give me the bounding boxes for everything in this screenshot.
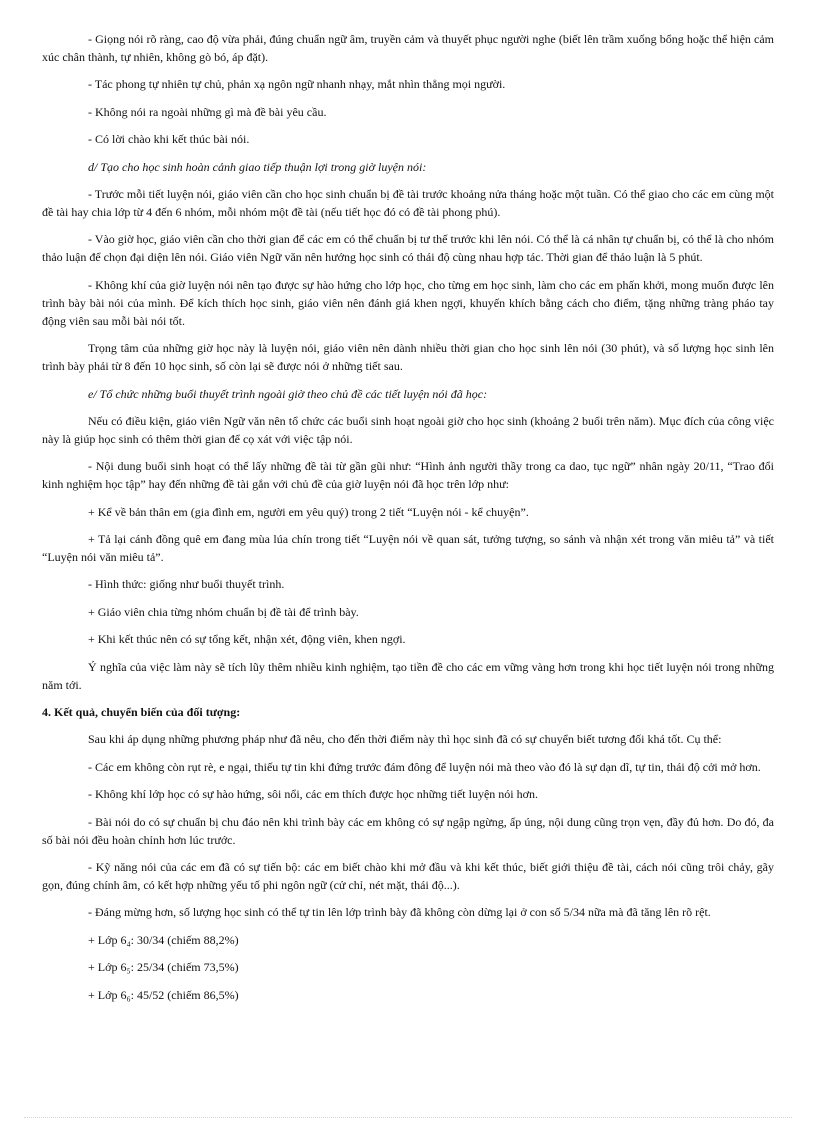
paragraph: + Kể về bản thân em (gia đình em, người em yêu quý) trong 2 tiết “Luyện nói - kể chuyện”. [88,504,529,519]
page-bottom-divider [24,1117,792,1118]
document-page [42,30,774,1013]
paragraph: - Đáng mừng hơn, số lượng học sinh có thể tự tin lên lớp trình bày đã không còn dừng lại ở con số 5/34 nữa mà đã tăng lên rõ rệt. [88,905,711,920]
paragraph: Trọng tâm của những giờ học này là luyện nói, giáo viên nên dành nhiều thời gian cho học sinh lên nói (30 phút), và số lượng học sinh lên trình bày phải từ 8 đến 10 học sinh, số còn lại sẽ được nói ở những tiết sau. [42,341,774,374]
paragraph: - Không nói ra ngoài những gì mà đề bài yêu cầu. [88,104,327,119]
paragraph: - Giọng nói rõ ràng, cao độ vừa phải, đúng chuẩn ngữ âm, truyền cảm và thuyết phục người nghe (biết lên trầm xuống bổng hoặc thể hiện cảm xúc chân thành, tự nhiên, không gò bó, áp đặt). [42,32,774,64]
paragraph: - Nội dung buổi sinh hoạt có thể lấy những đề tài từ gần gũi như: “Hình ảnh người thầy trong ca dao, tục ngữ” nhân ngày 20/11, “Trao đổi kinh nghiệm học tập” hay đến những đề tài gắn với chủ đề của giờ luyện nói đã học trên lớp như: [42,459,774,492]
paragraph: - Bài nói do có sự chuẩn bị chu đáo nên khi trình bày các em không có sự ngập ngừng, ấp úng, nội dung cũng trọn vẹn, đầy đủ hơn. Do đó, đa số bài nói đều hoàn chỉnh hơn lúc trước. [42,814,774,847]
list-item: + Lớp 6₄: 30/34 (chiếm 88,2%) [88,932,239,947]
paragraph: - Tác phong tự nhiên tự chủ, phản xạ ngôn ngữ nhanh nhạy, mắt nhìn thẳng mọi người. [88,77,506,92]
paragraph: Sau khi áp dụng những phương pháp như đã nêu, cho đến thời điểm này thì học sinh đã có sự chuyển biết tương đối khá tốt. Cụ thể: [88,732,722,747]
paragraph: - Hình thức: giống như buổi thuyết trình. [88,577,285,592]
paragraph: + Tả lại cánh đồng quê em đang mùa lúa chín trong tiết “Luyện nói về quan sát, tưởng tượng, so sánh và nhận xét trong văn miêu tả” và tiết “Luyện nói văn miêu tả”. [42,532,774,565]
paragraph: - Các em không còn rụt rè, e ngại, thiếu tự tin khi đứng trước đám đông để luyện nói mà theo vào đó là sự dạn dĩ, tự tin, thái độ cởi mở hơn. [88,759,761,774]
section-heading: 4. Kết quả, chuyển biến của đối tượng: [42,705,241,720]
paragraph: - Trước mỗi tiết luyện nói, giáo viên cần cho học sinh chuẩn bị đề tài trước khoảng nửa tháng hoặc một tuần. Có thể giao cho các em cùng một đề tài hay chia lớp từ 4 đến 6 nhóm, mỗi nhóm một đề tài (nếu tiết học đó có đề tài phong phú). [42,186,774,219]
paragraph: - Không khí của giờ luyện nói nên tạo được sự hào hứng cho lớp học, cho từng em học sinh, làm cho các em phấn khởi, mong muốn được lên trình bày bài nói của mình. Để kích thích học sinh, giáo viên nên đánh giá khen ngợi, khuyến khích bằng cách cho điểm, tặng những tràng pháo tay động viên sau mỗi bài nói tốt. [42,277,774,328]
paragraph: - Không khí lớp học có sự hào hứng, sôi nổi, các em thích được học những tiết luyện nói hơn. [88,787,538,802]
paragraph: Ý nghĩa của việc làm này sẽ tích lũy thêm nhiều kinh nghiệm, tạo tiền đề cho các em vững vàng hơn trong khi học tiết luyện nói trong những năm tới. [42,659,774,692]
paragraph: - Kỹ năng nói của các em đã có sự tiến bộ: các em biết chào khi mở đầu và khi kết thúc, biết giới thiệu đề tài, cách nói cũng trôi chảy, gãy gọn, đúng chính âm, có kết hợp những yếu tố phi ngôn ngữ (cử chỉ, nét mặt, thái độ...). [42,859,774,892]
subsection-heading: e/ Tổ chức những buổi thuyết trình ngoài giờ theo chủ đề các tiết luyện nói đã học: [88,386,488,401]
list-item: + Lớp 6₅: 25/34 (chiếm 73,5%) [88,960,239,975]
paragraph: + Giáo viên chia từng nhóm chuẩn bị đề tài để trình bày. [88,604,359,619]
paragraph: - Có lời chào khi kết thúc bài nói. [88,132,250,147]
paragraph: Nếu có điều kiện, giáo viên Ngữ văn nên tổ chức các buổi sinh hoạt ngoài giờ cho học sinh (khoảng 2 buổi trên năm). Mục đích của công việc này là giúp học sinh có thêm thời gian để cọ xát với việc tập nói. [42,413,774,446]
paragraph: - Vào giờ học, giáo viên cần cho thời gian để các em có thể chuẩn bị tư thế trước khi lên nói. Có thể là cá nhân tự chuẩn bị, có thể là cho nhóm thảo luận để chọn đại diện lên nói. Giáo viên Ngữ văn nên hướng học sinh có thái độ cùng nhau hợp tác. Thời gian để thảo luận là 5 phút. [42,232,774,265]
subsection-heading: d/ Tạo cho học sinh hoàn cảnh giao tiếp thuận lợi trong giờ luyện nói: [88,159,427,174]
list-item: + Lớp 6₆: 45/52 (chiếm 86,5%) [88,987,239,1002]
paragraph: + Khi kết thúc nên có sự tổng kết, nhận xét, động viên, khen ngợi. [88,632,406,647]
